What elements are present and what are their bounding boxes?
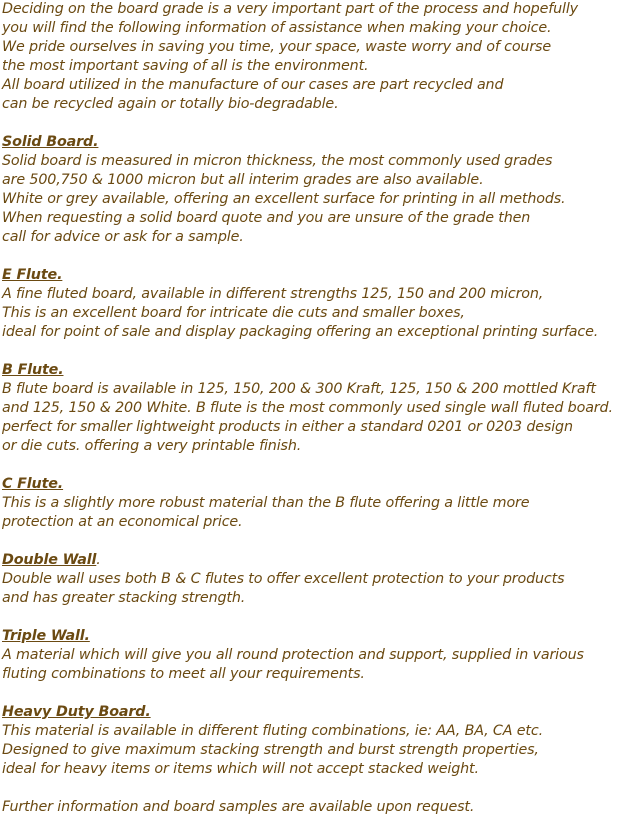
- section-line: are 500,750 & 1000 micron but all interim grades are also available.: [2, 172, 484, 188]
- spacer: [2, 779, 626, 798]
- section-heading-line: [2, 266, 626, 285]
- section-heading-line: [2, 475, 626, 494]
- intro-line: All board utilized in the manufacture of our cases are part recycled and: [2, 77, 504, 93]
- section-heading-line: [2, 133, 626, 152]
- section-triple-wall: [2, 627, 626, 684]
- spacer: [2, 114, 626, 133]
- spacer: [2, 532, 626, 551]
- section-line: fluting combinations to meet all your requirements.: [2, 666, 365, 682]
- section-heading: B Flute.: [2, 362, 64, 378]
- heading-suffix: .: [96, 552, 101, 568]
- spacer: [2, 342, 626, 361]
- section-line: A material which will give you all round protection and support, supplied in various: [2, 647, 584, 663]
- footer-note: Further information and board samples are available upon request.: [2, 799, 475, 815]
- section-heading: E Flute.: [2, 267, 63, 283]
- intro-line: Deciding on the board grade is a very important part of the process and hopefully: [2, 1, 578, 17]
- intro-line: the most important saving of all is the environment.: [2, 58, 369, 74]
- section-heading: Triple Wall.: [2, 628, 90, 644]
- section-line: Double wall uses both B & C flutes to offer excellent protection to your products: [2, 571, 565, 587]
- section-line: When requesting a solid board quote and you are unsure of the grade then: [2, 210, 531, 226]
- section-line: Designed to give maximum stacking strength and burst strength properties,: [2, 742, 539, 758]
- spacer: [2, 456, 626, 475]
- section-line: A fine fluted board, available in different strengths 125, 150 and 200 micron,: [2, 286, 544, 302]
- section-solid-board: [2, 133, 626, 247]
- section-heavy-duty-board: [2, 703, 626, 779]
- intro-paragraph: [2, 0, 626, 114]
- intro-line: can be recycled again or totally bio-degradable.: [2, 96, 339, 112]
- section-e-flute: [2, 266, 626, 342]
- spacer: [2, 684, 626, 703]
- board-grade-document: [2, 0, 626, 817]
- section-line: This is an excellent board for intricate die cuts and smaller boxes,: [2, 305, 465, 321]
- section-line: and has greater stacking strength.: [2, 590, 246, 606]
- section-heading: Solid Board.: [2, 134, 99, 150]
- section-line: White or grey available, offering an excellent surface for printing in all methods.: [2, 191, 566, 207]
- section-double-wall: [2, 551, 626, 608]
- section-heading-line: [2, 361, 626, 380]
- section-line: protection at an economical price.: [2, 514, 243, 530]
- section-heading: C Flute.: [2, 476, 64, 492]
- section-line: B flute board is available in 125, 150, 200 & 300 Kraft, 125, 150 & 200 mottled Kraft: [2, 381, 596, 397]
- spacer: [2, 247, 626, 266]
- section-line: This is a slightly more robust material than the B flute offering a little more: [2, 495, 530, 511]
- section-line: and 125, 150 & 200 White. B flute is the most commonly used single wall fluted board.: [2, 400, 613, 416]
- section-line: This material is available in different fluting combinations, ie: AA, BA, CA etc.: [2, 723, 543, 739]
- section-line: perfect for smaller lightweight products in either a standard 0201 or 0203 design: [2, 419, 573, 435]
- spacer: [2, 608, 626, 627]
- section-line: call for advice or ask for a sample.: [2, 229, 244, 245]
- section-line: ideal for point of sale and display packaging offering an exceptional printing surface.: [2, 324, 599, 340]
- section-c-flute: [2, 475, 626, 532]
- section-heading: Double Wall: [2, 552, 97, 568]
- intro-line: you will find the following information of assistance when making your choice.: [2, 20, 552, 36]
- section-heading: Heavy Duty Board.: [2, 704, 151, 720]
- section-line: or die cuts. offering a very printable finish.: [2, 438, 302, 454]
- section-b-flute: [2, 361, 626, 456]
- section-heading-line: [2, 627, 626, 646]
- intro-line: We pride ourselves in saving you time, your space, waste worry and of course: [2, 39, 552, 55]
- section-heading-line: [2, 703, 626, 722]
- section-heading-line: [2, 551, 626, 570]
- section-line: Solid board is measured in micron thickness, the most commonly used grades: [2, 153, 553, 169]
- section-line: ideal for heavy items or items which will not accept stacked weight.: [2, 761, 479, 777]
